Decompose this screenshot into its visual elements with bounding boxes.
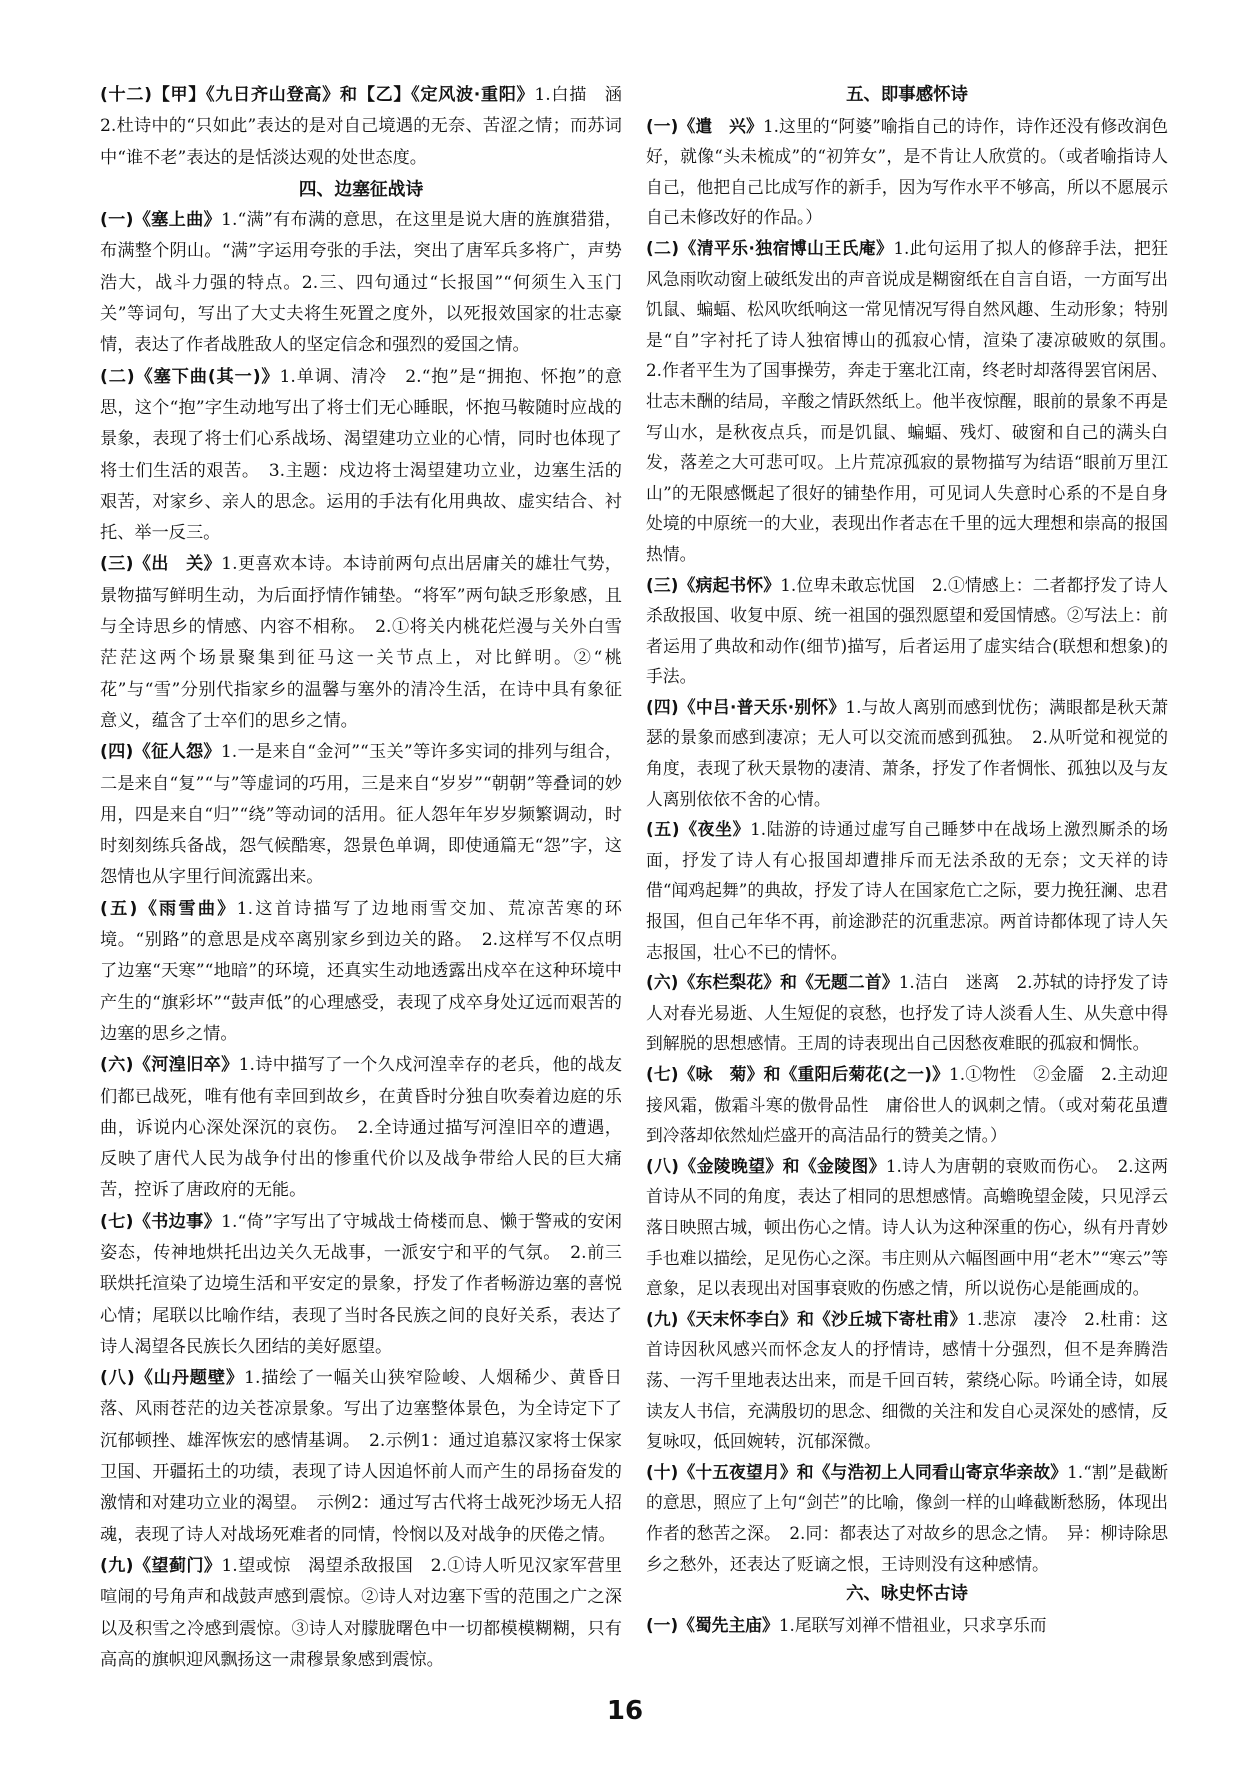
item-heading: (二)《塞下曲(其一)》 (100, 366, 280, 387)
answer-item (646, 1610, 1168, 1641)
section-title: 五、即事感怀诗 (846, 85, 968, 105)
answer-list (646, 111, 1185, 1580)
item-text: 1.与故人离别而感到忧伤；满眼都是秋天萧瑟的景象而感到凄凉；无人可以交流而感到孤独。 2.从听觉和视觉的角度，表现了秋天景物的凄清、萧条，抒发了作者惆怅、孤独以及与友人离别依依不舍的心情。 (646, 696, 1169, 809)
item-text: 1.洁白 迷离 2.苏轼的诗抒发了诗人对春光易逝、人生短促的哀愁，也抒发了诗人淡看人生、从失意中得到解脱的思想感情。王周的诗表现出自己因愁夜难眠的孤寂和惆怅。 (646, 972, 1168, 1054)
section-title: 四、边塞征战诗 (298, 178, 424, 200)
item-heading: (三)《出 关》 (100, 554, 222, 575)
item-text: 1.①物性 ②金靥 2.主动迎接风霜，傲霜斗寒的傲骨品性 庸俗世人的讽刺之情。（或对菊花虽遭到冷落却依然灿烂盛开的高洁品行的赞美之情。） (646, 1064, 1168, 1146)
item-heading: (一)《蜀先主庙》 (646, 1614, 779, 1635)
answer-item (100, 205, 622, 361)
answer-list (100, 205, 622, 1676)
answer-item (100, 737, 622, 893)
right-column (646, 80, 1185, 1640)
item-text: 1.白描 涵 2.杜诗中的“只如此”表达的是对自己境遇的无奈、苦涩之情；而苏词中“谁不老”表达的是恬淡达观的处世态度。 (100, 85, 640, 168)
answer-item (100, 1551, 622, 1676)
item-heading: (六)《东栏梨花》和《无题二首》 (646, 972, 899, 993)
left-column (100, 80, 640, 1676)
item-heading: (十)《十五夜望月》和《与浩初上人同看山寄京华亲故》 (646, 1461, 1068, 1482)
item-heading: (四)《中吕·普天乐·别怀》 (646, 696, 846, 717)
answer-item (100, 1050, 622, 1206)
answer-item (646, 1304, 1168, 1457)
item-heading: (一)《塞上曲》 (100, 210, 222, 231)
answer-item (100, 362, 622, 550)
item-text: 1.单调、清冷 2.“抱”是“拥抱、怀抱”的意思，这个“抱”字生动地写出了将士们无心睡眠，怀抱马鞍随时应战的景象，表现了将士们心系战场、渴望建功立业的心情，同时也体现了将士们生活的艰苦。 3.主题：戍边将士渴望建功立业，边塞生活的艰苦，对家乡、亲人的思念。运用的手法有化用典故、虚实结合、衬托、举一反三。 (100, 366, 622, 544)
item-heading: (五)《雨雪曲》 (100, 898, 237, 919)
item-text: 1.这里的“阿婆”喻指自己的诗作，诗作还没有修改润色好，就像“头未梳成”的“初笄女”，是不肯让人欣赏的。（或者喻指诗人自己，他把自己比成写作的新手，因为写作水平不够高，所以不愿展示自己未修改好的作品。） (646, 115, 1169, 228)
answer-item (646, 1151, 1168, 1304)
item-text: 1.陆游的诗通过虚写自己睡梦中在战场上激烈厮杀的场面，抒发了诗人有心报国却遭排斥而无法杀敌的无奈；文天祥的诗借“闻鸡起舞”的典故，抒发了诗人在国家危亡之际，要力挽狂澜、忠君报国，但自己年华不再，前途渺茫的沉重悲凉。两首诗都体现了诗人矢志报国，壮心不已的情怀。 (646, 819, 1168, 962)
answer-item (100, 1363, 622, 1551)
section-title: 六、咏史怀古诗 (846, 1584, 968, 1605)
answer-item (646, 692, 1168, 814)
page-number: 16 (606, 1696, 644, 1726)
item-heading: (四)《征人怨》 (100, 742, 221, 763)
answer-item (646, 111, 1168, 233)
item-heading: (九)《望蓟门》 (100, 1555, 222, 1576)
item-text: 1.悲凉 凄冷 2.杜甫：这首诗因秋风感兴而怀念友人的抒情诗，感情十分强烈，但不是奔腾浩荡、一泻千里地表达出来，而是千回百转，萦绕心际。吟诵全诗，如展读友人书信，充满殷切的思念、细微的关注和发自心灵深处的感情，反复咏叹，低回婉转，沉郁深微。 (646, 1308, 1168, 1452)
item-text: 1.“倚”字写出了守城战士倚楼而息、懒于警戒的安闲姿态，传神地烘托出边关久无战事，一派安宁和平的气氛。 2.前三联烘托渲染了边境生活和平安定的景象，抒发了作者畅游边塞的喜悦心情；尾联以比喻作结，表现了当时各民族之间的良好关系，表达了诗人渴望各民族长久团结的美好愿望。 (100, 1211, 622, 1357)
item-heading: (九)《天末怀李白》和《沙丘城下寄杜甫》 (646, 1308, 967, 1329)
item-heading: (八)《山丹题壁》 (100, 1368, 245, 1389)
answer-item (646, 1059, 1168, 1151)
item-text: 1.诗人为唐朝的衰败而伤心。 2.这两首诗从不同的角度，表达了相同的思想感情。高蟾晚望金陵，只见浮云落日映照古城，顿出伤心之情。诗人认为这种深重的伤心，纵有丹青妙手也难以描绘，足见伤心之深。韦庄则从六幅图画中用“老木”“寒云”等意象，足以表现出对国事衰败的伤感之情，所以说伤心是能画成的。 (646, 1155, 1168, 1299)
answer-item (100, 549, 622, 737)
item-text: 1.位卑未敢忘忧国 2.①情感上：二者都抒发了诗人杀敌报国、收复中原、统一祖国的强烈愿望和爱国情感。②写法上：前者运用了典故和动作(细节)描写，后者运用了虚实结合(联想和想象)的手法。 (646, 574, 1168, 687)
answer-item (100, 1207, 622, 1363)
item-text: 1.尾联写刘禅不惜祖业，只求享乐而 (778, 1614, 1047, 1635)
answer-item (646, 233, 1185, 570)
item-heading: (三)《病起书怀》 (646, 574, 781, 595)
answer-item (100, 80, 640, 174)
item-heading: (二)《清平乐·独宿博山王氏庵》 (646, 237, 894, 258)
item-heading: (五)《夜坐》 (646, 819, 751, 840)
answer-item (646, 1457, 1168, 1579)
item-text: 1.一是来自“金河”“玉关”等许多实词的排列与组合，二是来自“复”“与”等虚词的巧用，三是来自“岁岁”“朝朝”等叠词的妙用，四是来自“归”“绕”等动词的活用。征人怨年年岁岁频繁调动，时时刻刻练兵备战，怨气候酷寒，怨景色单调，即使通篇无“怨”字，这怨情也从字里行间流露出来。 (100, 742, 622, 888)
item-text: 1.望或惊 渴望杀敌报国 2.①诗人听见汉家军营里喧闹的号角声和战鼓声感到震惊。②诗人对边塞下雪的范围之广之深以及积雪之冷感到震惊。③诗人对朦胧曙色中一切都模模糊糊，只有高高的旗帜迎风飘扬这一肃穆景象感到震惊。 (100, 1555, 622, 1670)
item-heading: (一)《遣 兴》 (646, 115, 763, 136)
item-text: 1.更喜欢本诗。本诗前两句点出居庸关的雄壮气势，景物描写鲜明生动，为后面抒情作铺垫。“将军”两句缺乏形象感，且与全诗思乡的情感、内容不相称。 2.①将关内桃花烂漫与关外白雪茫茫这两个场景聚集到征马这一关节点上，对比鲜明。②“桃花”与“雪”分别代指家乡的温馨与塞外的清冷生活，在诗中具有象征意义，蕴含了士卒们的思乡之情。 (100, 554, 622, 731)
item-text: 1.这首诗描写了边地雨雪交加、荒凉苦寒的环境。“别路”的意思是戍卒离别家乡到边关的路。 2.这样写不仅点明了边塞“天寒”“地暗”的环境，还真实生动地透露出戍卒在这种环境中产生的“旗彩坏”“鼓声低”的心理感受，表现了戍卒身处辽远而艰苦的边塞的思乡之情。 (100, 898, 622, 1044)
answer-item (646, 967, 1168, 1059)
item-heading: (十二)【甲】《九日齐山登高》和【乙】《定风波·重阳》 (100, 85, 535, 105)
answer-item (646, 814, 1168, 967)
answer-item (100, 894, 622, 1050)
item-heading: (六)《河湟旧卒》 (100, 1055, 239, 1076)
item-text: 1.“割”是截断的意思，照应了上句“剑芒”的比喻，像剑一样的山峰截断愁肠，体现出作者的愁苦之深。 2.同：都表达了对故乡的思念之情。 异：柳诗除思乡之愁外，还表达了贬谪之恨，王诗则没有这种感情。 (646, 1461, 1169, 1574)
item-heading: (七)《书边事》 (100, 1211, 222, 1232)
item-heading: (八)《金陵晚望》和《金陵图》 (646, 1155, 886, 1176)
item-text: 1.此句运用了拟人的修辞手法，把狂风急雨吹动窗上破纸发出的声音说成是糊窗纸在自言自语，一方面写出饥鼠、蝙蝠、松风吹纸响这一常见情况写得自然风趣、生动形象；特别是“自”字衬托了诗人独宿博山的孤寂心情，渲染了凄凉破败的氛围。 2.作者平生为了国事操劳，奔走于塞北江南，终老时却落得罢官闲居、壮志未酬的结局，辛酸之情跃然纸上。他半夜惊醒，眼前的景象不再是写山水，是秋夜点兵，而是饥鼠、蝙蝠、残灯、破窗和自己的满头白发，落差之大可悲可叹。上片荒凉孤寂的景物描写为结语“眼前万里江山”的无限感慨起了很好的铺垫作用，可见词人失意时心系的不是自身处境的中原统一的大业，表现出作者志在千里的远大理想和崇高的报国热情。 (646, 237, 1185, 564)
item-text: 1.“满”有布满的意思，在这里是说大唐的旌旗猎猎，布满整个阴山。“满”字运用夸张的手法，突出了唐军兵多将广，声势浩大，战斗力强的特点。2.三、四句通过“长报国”“何须生入玉门关”等词句，写出了大丈夫将生死置之度外，以死报效国家的壮志豪情，表达了作者战胜敌人的坚定信念和强烈的爱国之情。 (100, 210, 622, 356)
item-text: 1.描绘了一幅关山狭窄险峻、人烟稀少、黄昏日落、风雨苍茫的边关苍凉景象。写出了边塞整体景色，为全诗定下了沉郁顿挫、雄浑恢宏的感情基调。 2.示例1：通过追慕汉家将士保家卫国、开疆拓土的功绩，表现了诗人因追怀前人而产生的昂扬奋发的激情和对建功立业的渴望。 示例2：通过写古代将士战死沙场无人招魂，表现了诗人对战场死难者的同情，怜悯以及对战争的厌倦之情。 (100, 1368, 622, 1545)
item-text: 1.诗中描写了一个久戍河湟幸存的老兵，他的战友们都已战死，唯有他有幸回到故乡，在黄昏时分独自吹奏着边庭的乐曲，诉说内心深处深沉的哀伤。 2.全诗通过描写河湟旧卒的遭遇，反映了唐代人民为战争付出的惨重代价以及战争带给人民的巨大痛苦，控诉了唐政府的无能。 (100, 1055, 623, 1201)
answer-item (646, 570, 1168, 692)
item-heading: (七)《咏 菊》和《重阳后菊花(之一)》 (646, 1064, 950, 1084)
